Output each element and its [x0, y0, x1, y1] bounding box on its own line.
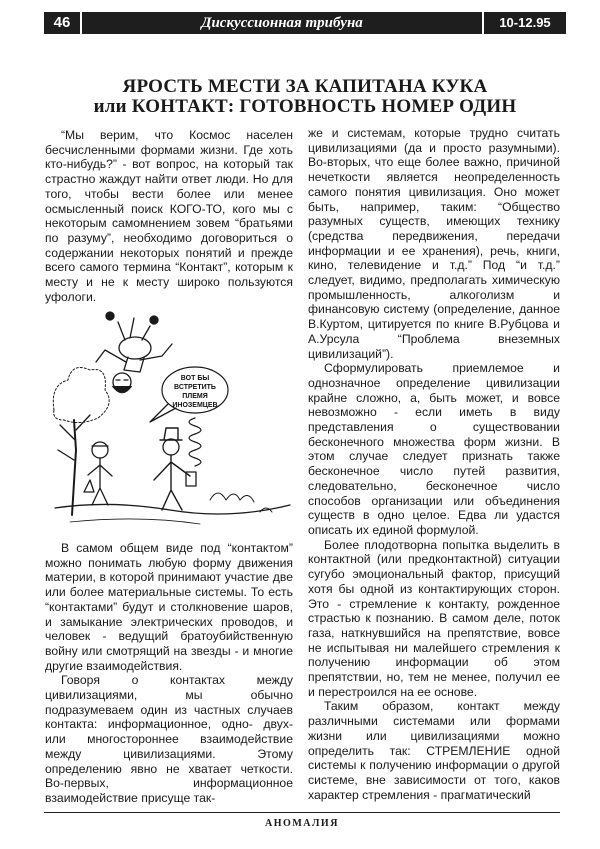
issue-date: 10-12.95 — [482, 12, 566, 34]
speech-line: ИНОЗЕМЦЕВ — [172, 402, 218, 409]
speech-line: ПЛЕМЯ — [182, 393, 208, 400]
section-title: Дискуссионная трибуна — [201, 15, 363, 31]
article-column-right — [308, 126, 560, 802]
footer-rule — [44, 812, 560, 813]
article-column-left-top — [45, 128, 293, 304]
paragraph: Говоря о контактах между цивилизациями, мы обычно подразумеваем один из частных случаев контакта: информационное, одно- двух- или многостороннее взаимодействие между цивилизациями. Этому определению явно не хватает четкости. Во-первых, информационное взаимодействие присуще так- — [45, 673, 293, 805]
cartoon-illustration — [50, 300, 295, 540]
paragraph: Таким образом, контакт между различными системами или формами жизни или цивилизациями можно определить так: СТРЕМЛЕНИЕ одной системы к получению информации о другой системе, вне зависимости от того, каков характер стремления - прагматический — [308, 699, 560, 802]
paragraph: же и системам, которые трудно считать цивилизациями (да и просто разумными). Во-вторых, что еще более важно, причиной нечеткости является неопределенность самого понятия цивилизация. Оно может быть, например, таким: “Общество разумных существ, имеющих технику (средства передвижения, передачи информации и ее хранения), речь, книги, кино, телевидение и т.д.” Под “и т.д.” следует, видимо, предполагать химическую промышленность, алкоголизм и финансовую систему (определение, данное В.Куртом, цитируется по книге В.Рубцова и А.Урсула “Проблема внеземных цивилизаций”). — [308, 126, 560, 361]
speech-line: ВСТРЕТИТЬ — [174, 384, 216, 391]
paragraph: Сформулировать приемлемое и однозначное определение цивилизации крайне сложно, а, быть может, и вовсе невозможно - если иметь в виду представления о существовании бесконечного множества форм жизни. В этом случае следует признать также бесконечное число путей развития, следовательно, бесконечное число способов организации или объединения существ в одно целое. Едва ли удастся описать их единой формулой. — [308, 361, 560, 537]
speech-line: ВОТ БЫ — [180, 375, 210, 382]
article-column-left-bottom — [45, 541, 293, 806]
headline-line-2: или КОНТАКТ: ГОТОВНОСТЬ НОМЕР ОДИН — [93, 96, 517, 117]
page-header — [44, 12, 566, 34]
headline-line-1: ЯРОСТЬ МЕСТИ ЗА КАПИТАНА КУКА — [122, 76, 488, 97]
footer-magazine-name: АНОМАЛИЯ — [265, 818, 339, 829]
paragraph: “Мы верим, что Космос населен бесчисленными формами жизни. Где хоть кто-нибудь?” - вот вопрос, на который так страстно жаждут найти ответ люди. Но для того, чтобы вести более или менее осмысленный поиск КОГО-ТО, кого мы с некоторым самомнением зовем “братьями по разуму”, необходимо договориться о содержании некоторых понятий и прежде всего самого термина “Контакт”, которым к месту и не к месту широко пользуются уфологи. — [45, 128, 293, 304]
paragraph: Более плодотворна попытка выделить в контактной (или предконтактной) ситуации сугубо эмоциональный фактор, присущий хотя бы одной из контактирующих сторон. Это - стремление к контакту, рожденное страстью к познанию. В самом деле, поток газа, наткнувшийся на препятствие, вовсе не испытывая ни малейшего стремления к получению информации об этом препятствии, но, тем не менее, получил ее и перестроился на ее основе. — [308, 537, 560, 699]
speech-bubble — [172, 375, 217, 409]
paragraph: В самом общем виде под “контактом” можно понимать любую форму движения материи, в которой принимают участие две или более материальные системы. То есть “контактами” будут и столкновение шаров, и замыкание электрических проводов, и человек - ведущий братоубийственную войну или смотрящий на звезды - и многие другие взаимодействия. — [45, 541, 293, 673]
page-number: 46 — [44, 12, 82, 34]
